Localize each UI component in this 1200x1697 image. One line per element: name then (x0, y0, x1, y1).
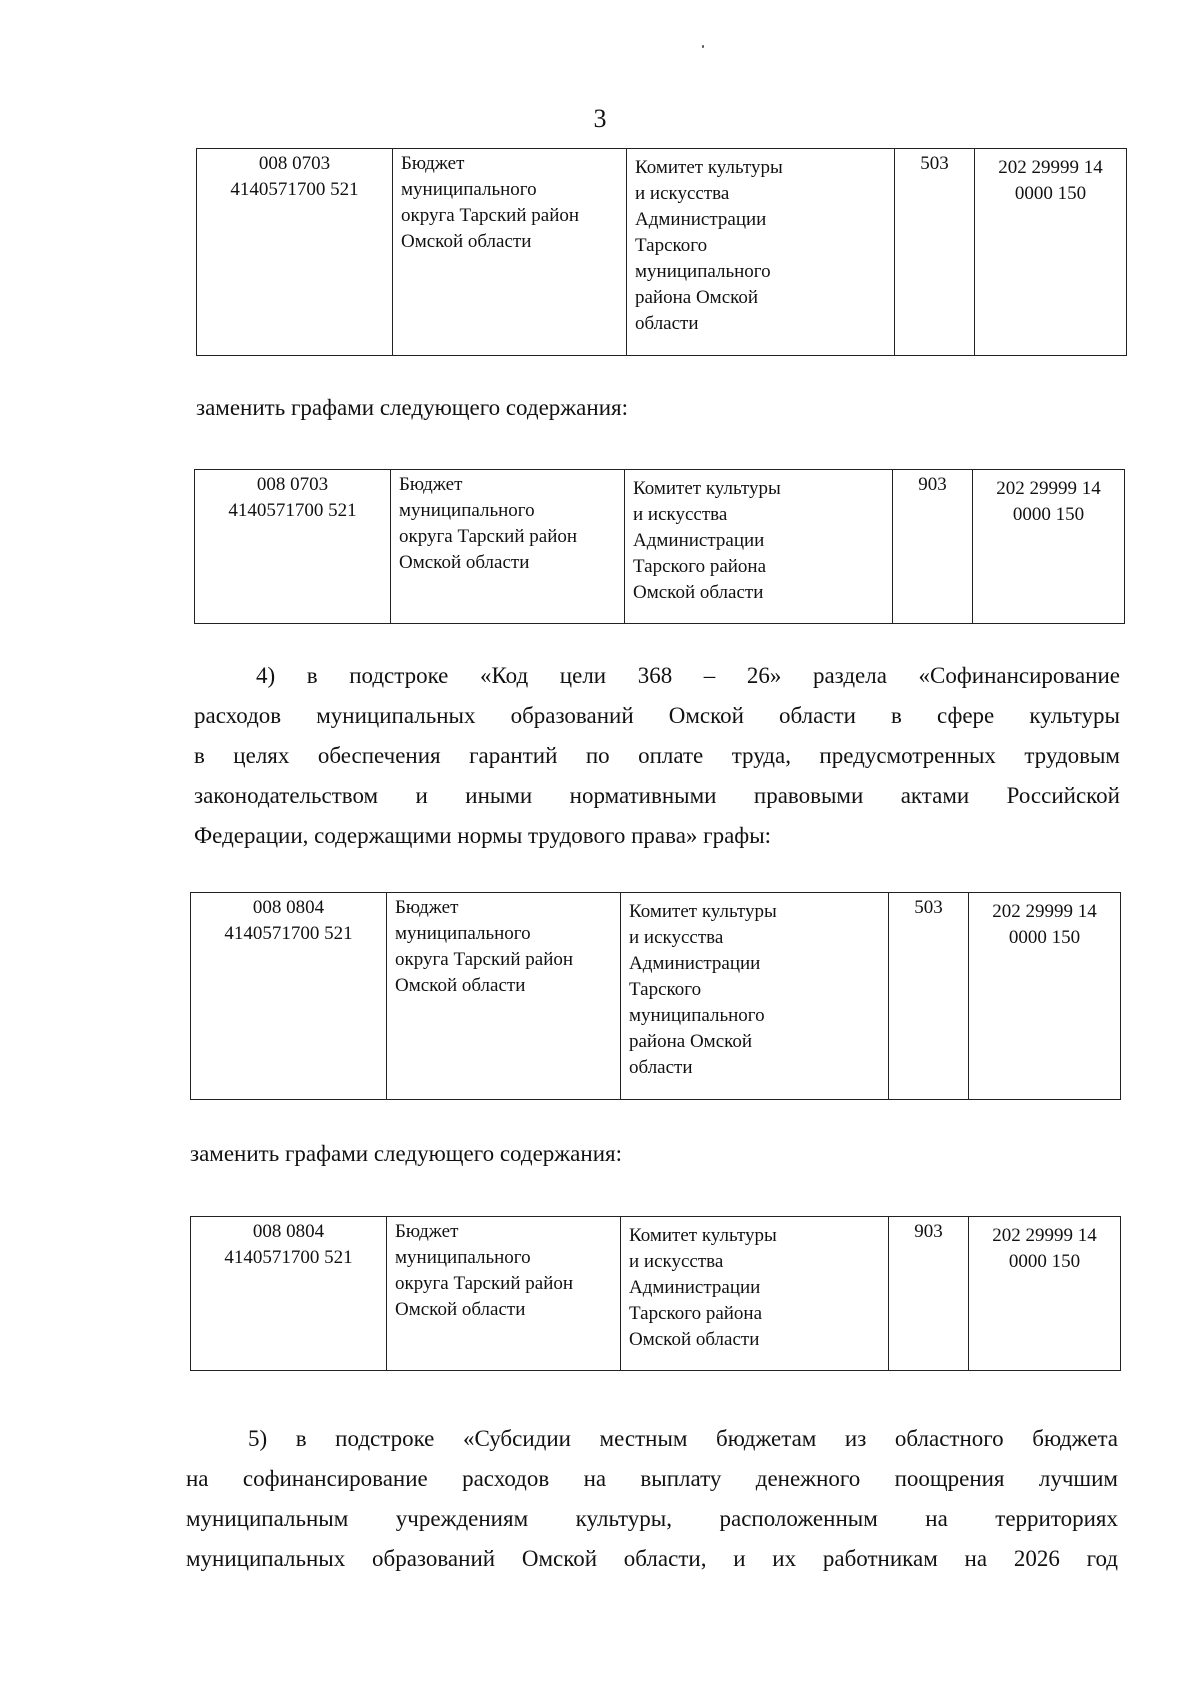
paragraph-line: муниципальным учреждениям культуры, расположенным на территориях (186, 1506, 1118, 1531)
administrator-cell: Комитет культуры и искусства Администрации Тарского муниципального района Омской области (627, 149, 895, 356)
scan-speck (702, 45, 704, 48)
table-row (191, 893, 1121, 1100)
paragraph-line: Федерации, содержащими нормы трудового права» графы: (194, 823, 772, 848)
replace-instruction: заменить графами следующего содержания: (190, 1141, 622, 1166)
revenue-code-cell: 202 29999 14 0000 150 (969, 893, 1121, 1100)
table-new-0804 (190, 1216, 1121, 1371)
paragraph-line: 5) в подстроке «Субсидии местным бюджетам из областного бюджета (248, 1426, 1118, 1451)
administrator-code-cell: 903 (893, 470, 973, 624)
budget-name-cell: Бюджет муниципального округа Тарский район Омской области (387, 1217, 621, 1371)
replace-instruction: заменить графами следующего содержания: (196, 395, 628, 420)
page-number: 3 (593, 104, 607, 133)
paragraph-line: расходов муниципальных образований Омской области в сфере культуры (194, 703, 1120, 728)
administrator-code-cell: 903 (889, 1217, 969, 1371)
table-old-0804 (190, 892, 1121, 1100)
table-new-0703 (194, 469, 1125, 624)
paragraph-line: муниципальных образований Омской области, и их работникам на 2026 год (186, 1546, 1118, 1571)
table-old-0703 (196, 148, 1127, 356)
revenue-code-cell: 202 29999 14 0000 150 (975, 149, 1127, 356)
budget-code-cell: 008 0804 4140571700 521 (191, 893, 387, 1100)
table-row (195, 470, 1125, 624)
paragraph-line: в целях обеспечения гарантий по оплате труда, предусмотренных трудовым (194, 743, 1120, 768)
budget-name-cell: Бюджет муниципального округа Тарский район Омской области (393, 149, 627, 356)
budget-name-cell: Бюджет муниципального округа Тарский район Омской области (391, 470, 625, 624)
administrator-code-cell: 503 (895, 149, 975, 356)
table-row (191, 1217, 1121, 1371)
paragraph-4 (194, 656, 1120, 856)
budget-code-cell: 008 0703 4140571700 521 (195, 470, 391, 624)
revenue-code-cell: 202 29999 14 0000 150 (969, 1217, 1121, 1371)
budget-code-cell: 008 0804 4140571700 521 (191, 1217, 387, 1371)
table-row (197, 149, 1127, 356)
budget-name-cell: Бюджет муниципального округа Тарский район Омской области (387, 893, 621, 1100)
paragraph-line: законодательством и иными нормативными правовыми актами Российской (194, 783, 1120, 808)
administrator-cell: Комитет культуры и искусства Администрации Тарского муниципального района Омской области (621, 893, 889, 1100)
budget-code-cell: 008 0703 4140571700 521 (197, 149, 393, 356)
revenue-code-cell: 202 29999 14 0000 150 (973, 470, 1125, 624)
paragraph-line: 4) в подстроке «Код цели 368 – 26» раздела «Софинансирование (256, 663, 1120, 688)
administrator-code-cell: 503 (889, 893, 969, 1100)
administrator-cell: Комитет культуры и искусства Администрации Тарского района Омской области (625, 470, 893, 624)
paragraph-5 (186, 1419, 1118, 1579)
paragraph-line: на софинансирование расходов на выплату денежного поощрения лучшим (186, 1466, 1118, 1491)
administrator-cell: Комитет культуры и искусства Администрации Тарского района Омской области (621, 1217, 889, 1371)
